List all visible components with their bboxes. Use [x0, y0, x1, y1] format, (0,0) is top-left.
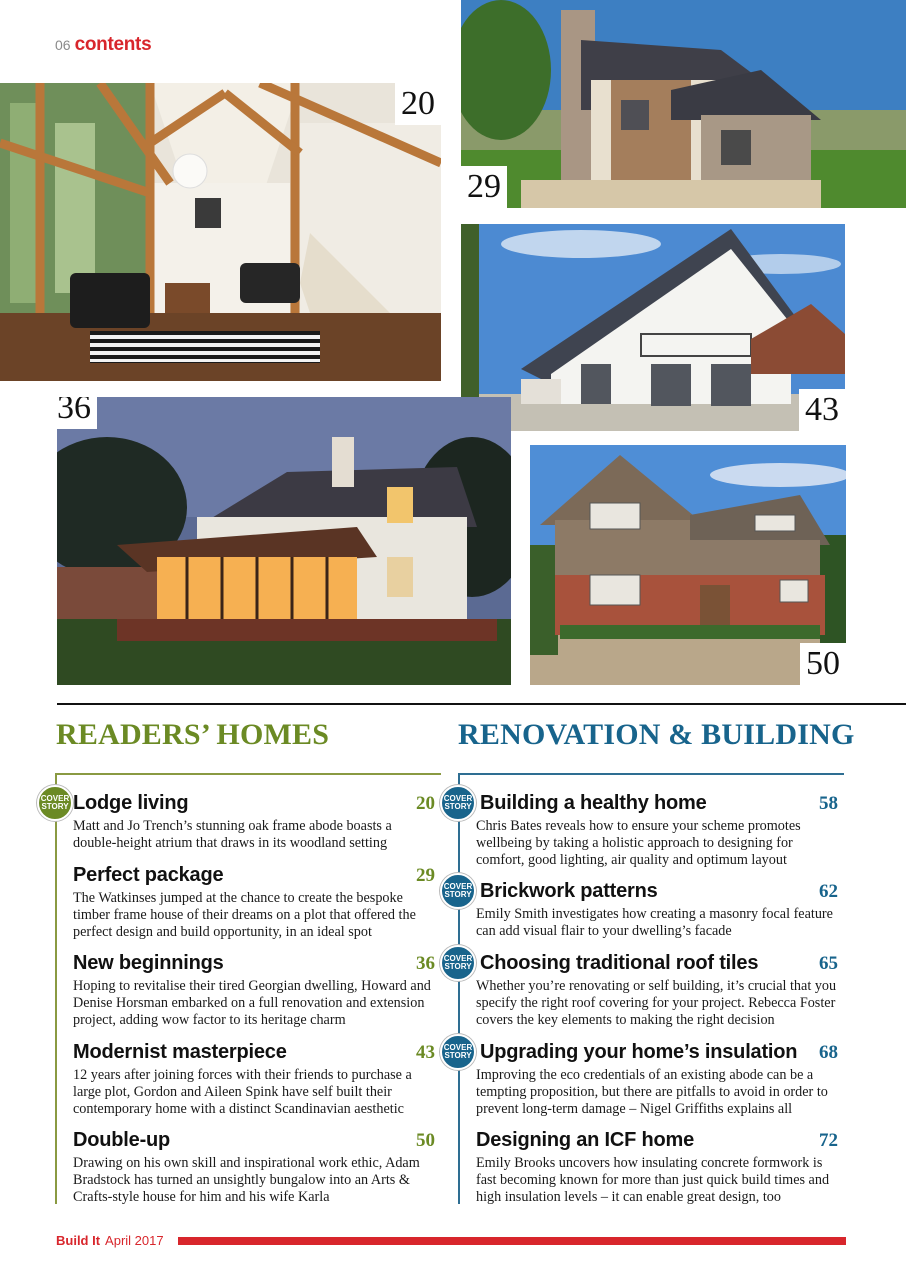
section-divider	[57, 703, 906, 705]
cover-story-badge: COVER STORY	[440, 1034, 476, 1070]
article-title: Building a healthy home	[480, 792, 707, 814]
page-header	[55, 34, 151, 56]
cover-story-badge: COVER STORY	[37, 785, 73, 821]
article-title: Lodge living	[73, 792, 189, 814]
article-description: Drawing on his own skill and inspirational work ethic, Adam Bradstock has turned an unsightly bungalow into an Arts & Crafts-style house for him and his wife Karla	[73, 1155, 420, 1205]
timber-stone-house-photo-icon	[461, 0, 906, 208]
list-item[interactable]	[476, 1129, 838, 1206]
article-page: 58	[819, 793, 838, 814]
photo-white-gable-house[interactable]	[461, 224, 845, 431]
article-page: 36	[416, 953, 435, 974]
list-item[interactable]	[476, 1041, 838, 1118]
article-description: Chris Bates reveals how to ensure your scheme promotes wellbeing by taking a holistic approach to designing for comfort, good lighting, air quality and optimum layout	[476, 818, 801, 868]
list-item[interactable]	[73, 1129, 435, 1206]
article-page: 29	[416, 865, 435, 886]
article-title: Upgrading your home’s insulation	[480, 1041, 798, 1063]
photo-georgian-extension[interactable]	[57, 397, 511, 685]
article-title: Designing an ICF home	[476, 1129, 695, 1151]
article-page: 20	[416, 793, 435, 814]
photo-page-number: 20	[395, 83, 441, 125]
article-page: 50	[416, 1130, 435, 1151]
photo-oak-frame-atrium[interactable]	[0, 83, 441, 381]
cover-story-badge: COVER STORY	[440, 945, 476, 981]
article-description: Emily Smith investigates how creating a masonry focal feature can add visual flair to your dwelling’s facade	[476, 906, 833, 939]
footer-bar	[178, 1237, 846, 1245]
article-title: Double-up	[73, 1129, 171, 1151]
white-gable-balcony-house-photo-icon	[461, 224, 845, 431]
list-item[interactable]	[73, 864, 435, 941]
article-description: Improving the eco credentials of an existing abode can be a tempting proposition, but there are pitfalls to avoid in order to prevent long-term damage – Nigel Griffiths explains all	[476, 1067, 828, 1117]
section-title-readers-homes: READERS’ HOMES	[56, 718, 330, 751]
oak-frame-atrium-photo-icon	[0, 83, 441, 381]
article-title: Modernist masterpiece	[73, 1041, 287, 1063]
page-footer	[56, 1233, 164, 1248]
article-description: Whether you’re renovating or self building, it’s crucial that you specify the right roof covering for your project. Rebecca Foster covers the key elements to making the right decision	[476, 978, 837, 1028]
list-item[interactable]	[476, 880, 838, 940]
readers-homes-list	[40, 773, 441, 1205]
photo-timber-stone-house[interactable]	[461, 0, 906, 208]
list-item[interactable]	[476, 792, 838, 869]
article-description: Matt and Jo Trench’s stunning oak frame abode boasts a double-height atrium that draws in its woodland setting	[73, 818, 392, 851]
article-title: Choosing traditional roof tiles	[480, 952, 759, 974]
cover-story-badge: COVER STORY	[440, 873, 476, 909]
list-item[interactable]	[73, 792, 435, 852]
page-number: 06	[55, 37, 71, 53]
article-page: 43	[416, 1042, 435, 1063]
article-title: Brickwork patterns	[480, 880, 658, 902]
list-item[interactable]	[73, 952, 435, 1029]
section-title-renovation-building: RENOVATION & BUILDING	[458, 718, 855, 751]
issue-date: April 2017	[105, 1233, 164, 1248]
list-item[interactable]	[476, 952, 838, 1029]
cover-story-badge: COVER STORY	[440, 785, 476, 821]
photo-page-number: 43	[799, 389, 845, 431]
arts-crafts-brick-house-photo-icon	[530, 445, 846, 685]
article-description: Emily Brooks uncovers how insulating concrete formwork is fast becoming known for more than just quick build times and high insulation levels – it can enable great design, too	[476, 1155, 830, 1205]
article-description: 12 years after joining forces with their friends to purchase a large plot, Gordon and Aileen Spink have self built their contemporary home with a distinct Scandinavian aesthetic	[73, 1067, 412, 1117]
renovation-building-list	[443, 773, 844, 1205]
photo-page-number: 36	[57, 397, 97, 429]
list-item[interactable]	[73, 1041, 435, 1118]
page-label: contents	[74, 34, 152, 55]
article-title: New beginnings	[73, 952, 224, 974]
article-description: The Watkinses jumped at the chance to create the bespoke timber frame house of their dreams on a plot that offered the perfect design and build opportunity, in an ideal spot	[73, 890, 416, 940]
photo-page-number: 50	[800, 643, 846, 685]
article-page: 68	[819, 1042, 838, 1063]
article-title: Perfect package	[73, 864, 224, 886]
article-description: Hoping to revitalise their tired Georgian dwelling, Howard and Denise Horsman embarked on a full renovation and extension project, adding wow factor to its heritage charm	[73, 978, 431, 1028]
georgian-extension-dusk-photo-icon	[57, 397, 511, 685]
photo-arts-crafts-house[interactable]	[530, 445, 846, 685]
article-page: 62	[819, 881, 838, 902]
photo-page-number: 29	[461, 166, 507, 208]
magazine-brand: Build It	[56, 1233, 101, 1248]
article-page: 65	[819, 953, 838, 974]
article-page: 72	[819, 1130, 838, 1151]
